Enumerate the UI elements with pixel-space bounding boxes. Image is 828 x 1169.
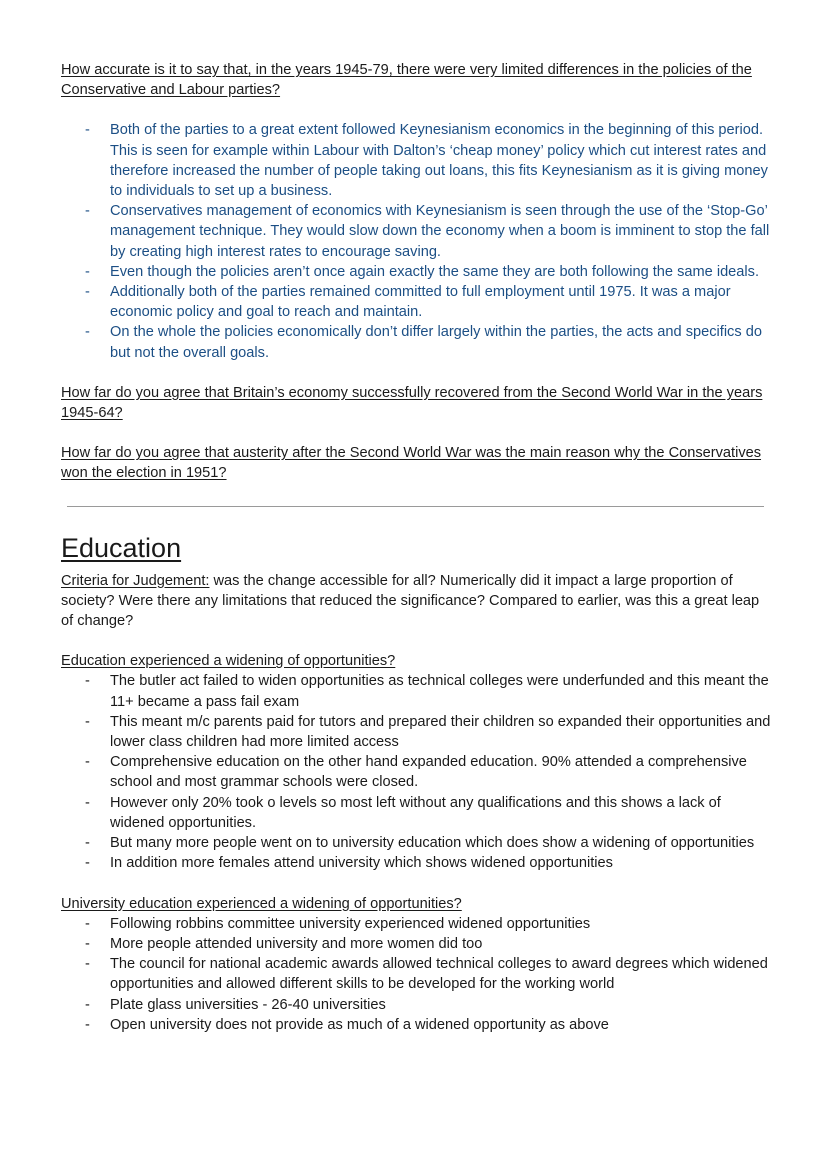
list-item: - Following robbins committee university experienced widened opportunities — [110, 914, 771, 934]
section-divider — [67, 506, 764, 507]
subheading-education-opportunities: Education experienced a widening of opportunities? — [61, 653, 396, 670]
criteria-text: was the change accessible for all? Numerically did it impact a large proportion of society? Were there any limitations that reduced the significance? Compared to earlier, was this a great leap of change? — [61, 572, 760, 630]
list-item: - The council for national academic awards allowed technical colleges to award degrees which widened opportunities and allowed different skills to be developed for the working world — [110, 954, 771, 994]
section-heading-education: Education — [61, 532, 182, 563]
document-page — [61, 60, 771, 1035]
list-item: - Additionally both of the parties remained committed to full employment until 1975. It was a major economic policy and goal to reach and maintain. — [110, 282, 771, 322]
education-opportunities-list — [61, 671, 771, 873]
list-item: - In addition more females attend university which shows widened opportunities — [110, 853, 771, 873]
list-item: - More people attended university and more women did too — [110, 934, 771, 954]
essay-question-policies: How accurate is it to say that, in the years 1945-79, there were very limited differences in the policies of the Conservative and Labour parties? — [61, 62, 752, 99]
list-item: - Comprehensive education on the other hand expanded education. 90% attended a comprehensive school and most grammar schools were closed. — [110, 752, 771, 792]
criteria-label: Criteria for Judgement: — [61, 572, 210, 589]
list-item: - However only 20% took o levels so most left without any qualifications and this shows a lack of widened opportunities. — [110, 793, 771, 833]
list-item: - This meant m/c parents paid for tutors and prepared their children so expanded their opportunities and lower class children had more limited access — [110, 712, 771, 752]
list-item: - Both of the parties to a great extent followed Keynesianism economics in the beginning of this period. This is seen for example within Labour with Dalton’s ‘cheap money’ policy which cut interest rates and therefore increased the number of people taking out loans, this fits Keynesianism as it is giving money to individuals to set up a business. — [110, 120, 771, 201]
university-opportunities-list — [61, 914, 771, 1035]
criteria-paragraph — [61, 571, 771, 632]
list-item: - On the whole the policies economically don’t differ largely within the parties, the acts and specifics do but not the overall goals. — [110, 322, 771, 362]
list-item: - The butler act failed to widen opportunities as technical colleges were underfunded and this meant the 11+ became a pass fail exam — [110, 671, 771, 711]
list-item: - Conservatives management of economics with Keynesianism is seen through the use of the ‘Stop-Go’ management technique. They would slow down the economy when a boom is imminent to stop the fall by creating high interest rates to encourage saving. — [110, 201, 771, 262]
list-item: - But many more people went on to university education which does show a widening of opportunities — [110, 833, 771, 853]
list-item: - Open university does not provide as much of a widened opportunity as above — [110, 1015, 771, 1035]
list-item: - Plate glass universities - 26-40 universities — [110, 995, 771, 1015]
essay-question-economy: How far do you agree that Britain’s economy successfully recovered from the Second World War in the years 1945-64? — [61, 384, 763, 422]
policies-answer-list — [61, 120, 771, 362]
essay-question-austerity: How far do you agree that austerity after the Second World War was the main reason why the Conservatives won the election in 1951? — [61, 445, 762, 482]
subheading-university-opportunities: University education experienced a widening of opportunities? — [61, 895, 462, 912]
list-item: - Even though the policies aren’t once again exactly the same they are both following the same ideals. — [110, 262, 771, 282]
